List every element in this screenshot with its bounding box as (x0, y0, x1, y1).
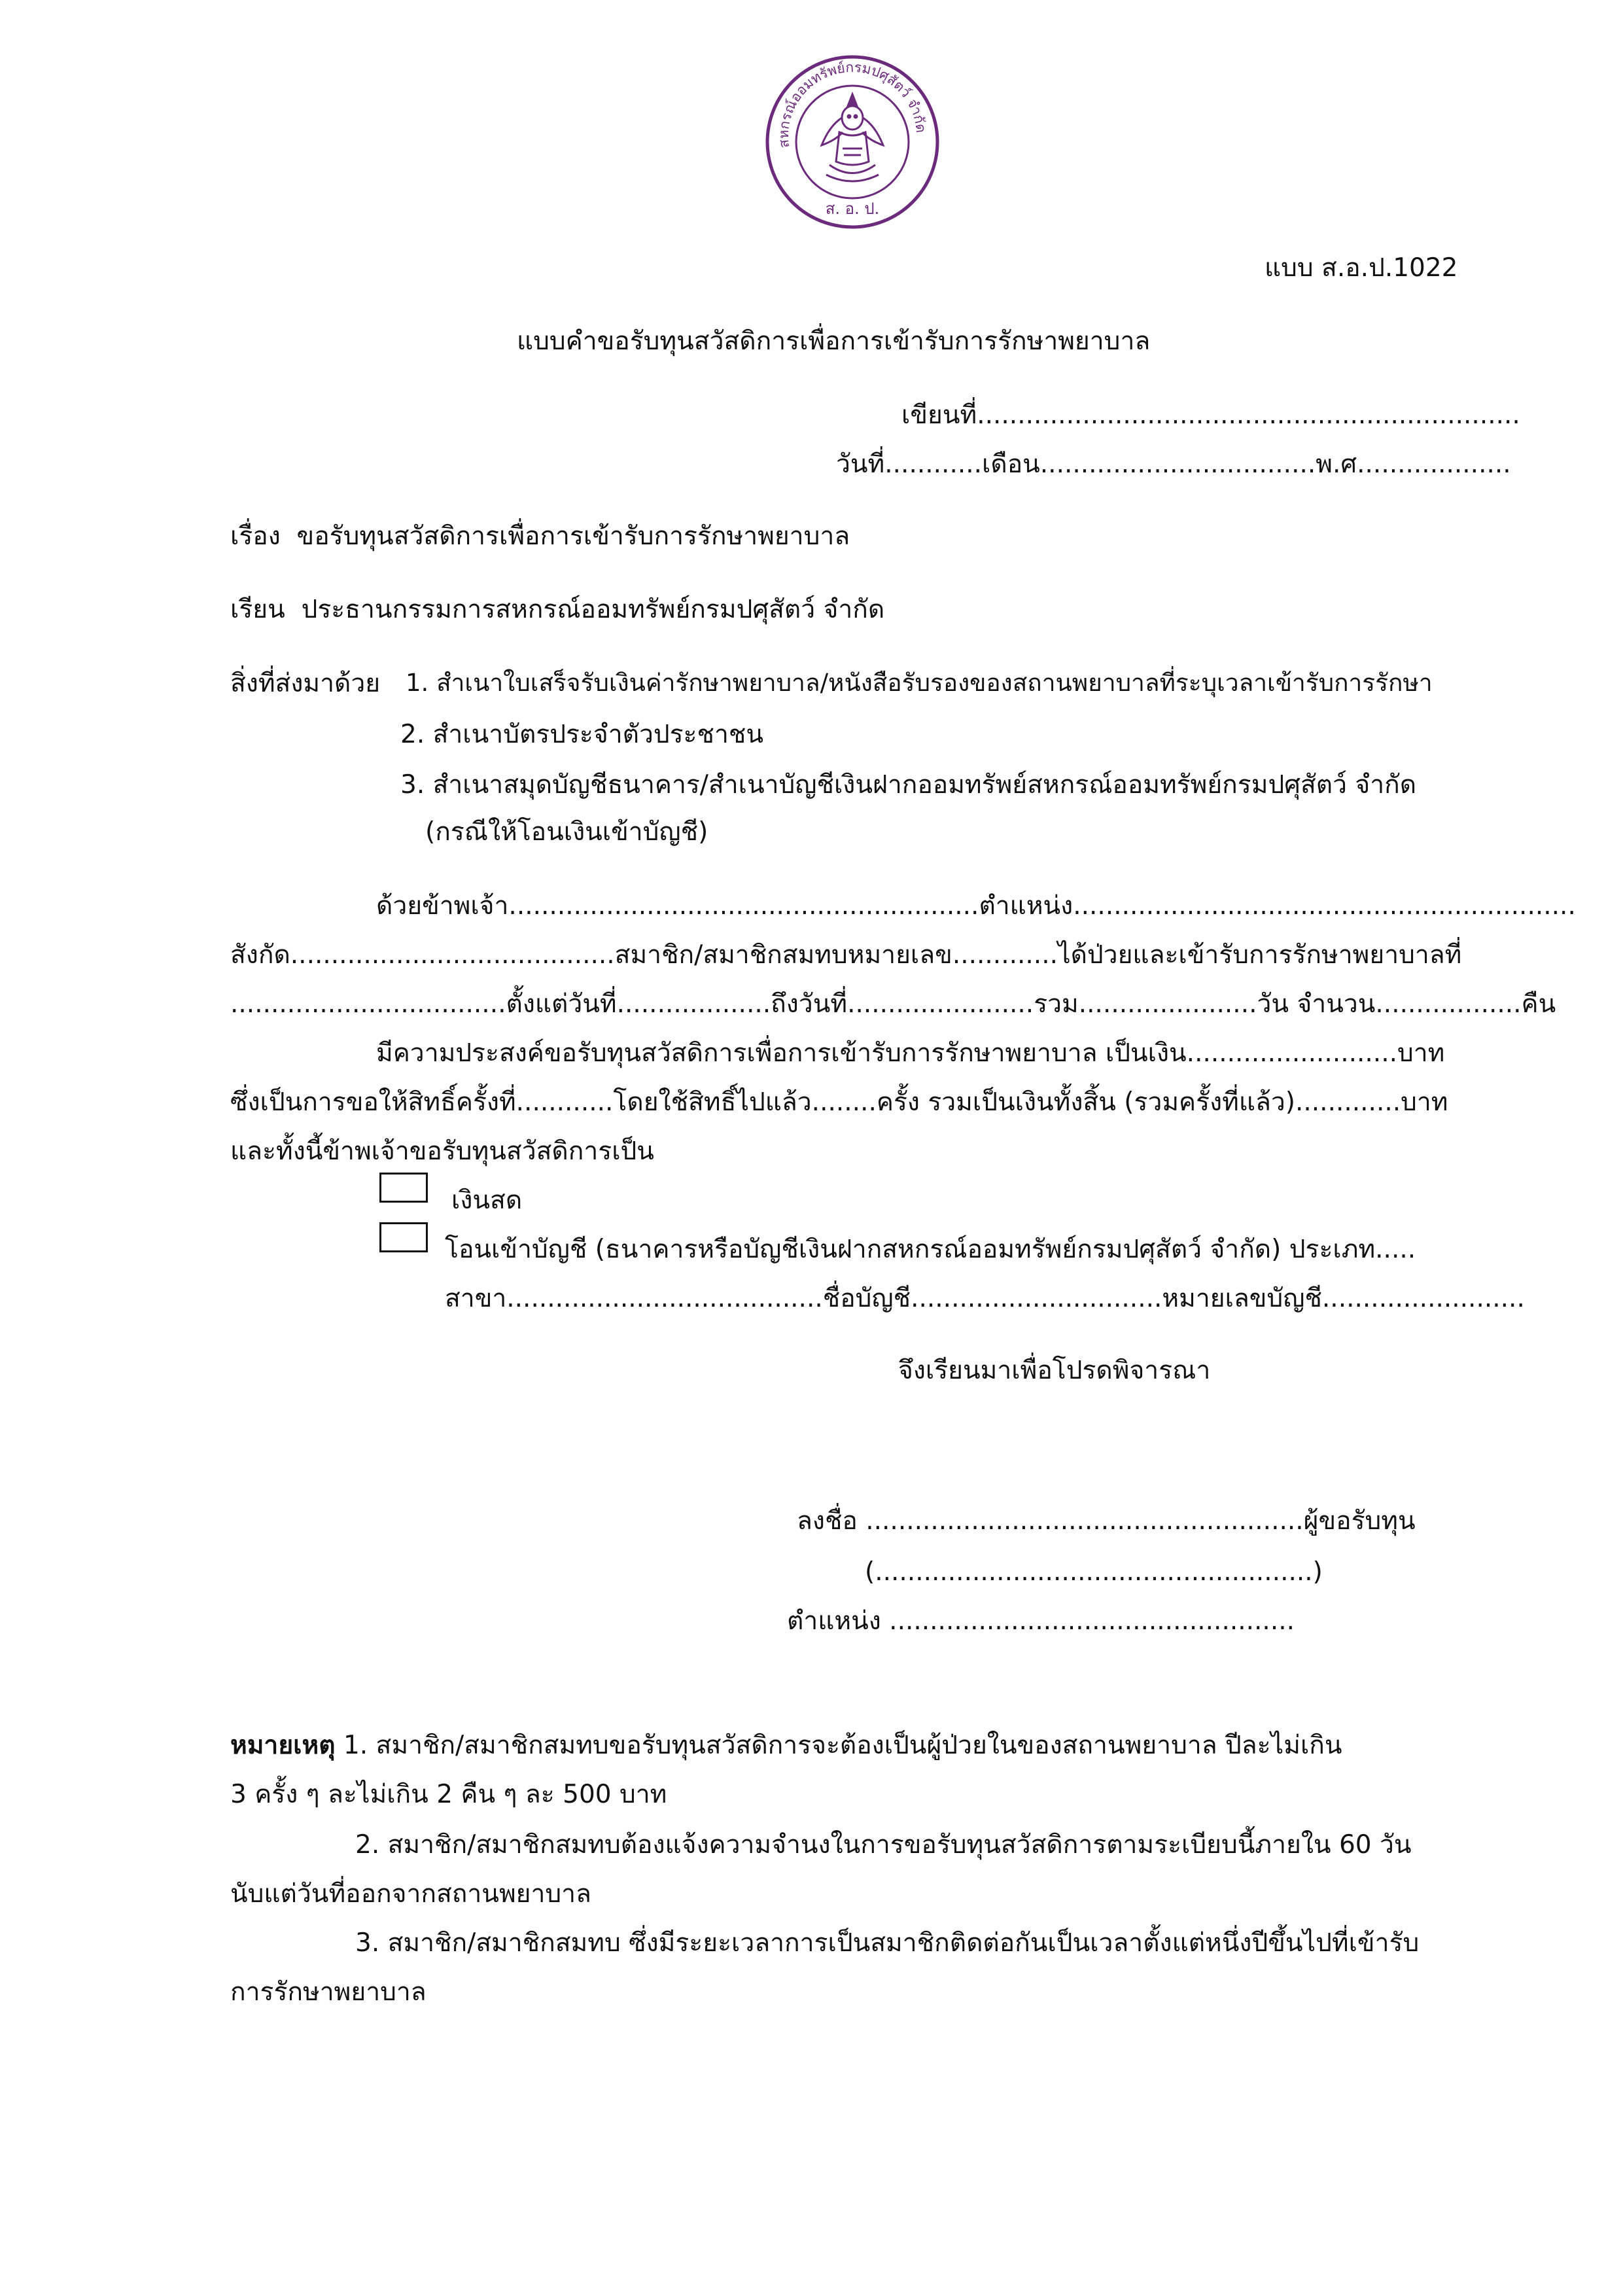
transfer-checkbox[interactable] (379, 1222, 428, 1252)
cash-checkbox[interactable] (379, 1173, 428, 1203)
requested-amount-field[interactable]: มีความประสงค์ขอรับทุนสวัสดิการเพื่อการเข้ารับการรักษาพยาบาล เป็นเงิน..........................บาท (376, 1038, 1445, 1068)
note-2-line-2: นับแต่วันที่ออกจากสถานพยาบาล (230, 1879, 591, 1909)
transfer-label: โอนเข้าบัญชี (ธนาคารหรือบัญชีเงินฝากสหกรณ์ออมทรัพย์กรมปศุสัตว์ จำกัด) ประเภท..... (445, 1235, 1416, 1264)
cash-label: เงินสด (451, 1186, 523, 1215)
affiliation-member-field[interactable]: สังกัด........................................สมาชิก/สมาชิกสมทบหมายเลข.............ได้ป่วยและเข้ารับการรักษาพยาบาลที่ (230, 940, 1462, 970)
written-at-field[interactable]: เขียนที่................................................................... (901, 400, 1520, 430)
previous-claims-field[interactable]: ซึ่งเป็นการขอให้สิทธิ์ครั้งที่............โดยใช้สิทธิ์ไปแล้ว........ครั้ง รวมเป็นเงินทั้งสิ้น (รวมครั้งที่แล้ว).............บาท (230, 1087, 1448, 1117)
form-code: แบบ ส.อ.ป.1022 (1265, 253, 1458, 283)
signer-position-field[interactable]: ตำแหน่ง .................................................. (787, 1606, 1295, 1636)
notes-label: หมายเหตุ (230, 1731, 336, 1760)
subject-line: เรื่อง ขอรับทุนสวัสดิการเพื่อการเข้ารับการรักษาพยาบาล (230, 521, 850, 551)
form-title: แบบคำขอรับทุนสวัสดิการเพื่อการเข้ารับการรักษาพยาบาล (517, 327, 1151, 356)
signature-field[interactable]: ลงชื่อ ......................................................ผู้ขอรับทุน (797, 1506, 1416, 1536)
printed-name-field[interactable]: (......................................................) (865, 1557, 1323, 1587)
date-field[interactable]: วันที่............เดือน..................................พ.ศ................... (836, 450, 1511, 479)
note-2-line-1: 2. สมาชิก/สมาชิกสมทบต้องแจ้งความจำนงในการขอรับทุนสวัสดิการตามระเบียบนี้ภายใน 60 วัน (355, 1830, 1412, 1860)
note-1-text: 1. สมาชิก/สมาชิกสมทบขอรับทุนสวัสดิการจะต้องเป็นผู้ป่วยในของสถานพยาบาล ปีละไม่เกิน (335, 1731, 1342, 1760)
seal-arc-text: สหกรณ์ออมทรัพย์กรมปศุสัตว์ จำกัด (775, 59, 930, 149)
enclosure-item-3-note: (กรณีให้โอนเงินเข้าบัญชี) (425, 817, 708, 847)
addressee-line: เรียน ประธานกรรมการสหกรณ์ออมทรัพย์กรมปศุสัตว์ จำกัด (230, 595, 885, 624)
note-1-line-2: 3 ครั้ง ๆ ละไม่เกิน 2 คืน ๆ ละ 500 บาท (230, 1780, 667, 1809)
enclosures-label: สิ่งที่ส่งมาด้วย (230, 669, 381, 698)
payment-method-intro: และทั้งนี้ข้าพเจ้าขอรับทุนสวัสดิการเป็น (230, 1137, 654, 1166)
seal-abbreviation: ส. อ. ป. (825, 200, 880, 218)
note-3-line-1: 3. สมาชิก/สมาชิกสมทบ ซึ่งมีระยะเวลาการเป็นสมาชิกติดต่อกันเป็นเวลาตั้งแต่หนึ่งปีขึ้นไปที่เข้ารับ (355, 1928, 1420, 1958)
enclosure-item-2: 2. สำเนาบัตรประจำตัวประชาชน (400, 720, 764, 749)
deity-emblem-icon (822, 94, 883, 181)
hospital-dates-field[interactable]: ..................................ตั้งแต่วันที่...................ถึงวันที่.......................รวม......................วัน จำนวน..................คืน (230, 989, 1556, 1019)
enclosure-item-1: 1. สำเนาใบเสร็จรับเงินค่ารักษาพยาบาล/หนังสือรับรองของสถานพยาบาลที่ระบุเวลาเข้ารับการรักษา (406, 669, 1433, 697)
closing-line: จึงเรียนมาเพื่อโปรดพิจารณา (898, 1356, 1211, 1385)
transfer-account-details-field[interactable]: สาขา.......................................ชื่อบัญชี...............................หมายเลขบัญชี......................... (445, 1284, 1525, 1313)
applicant-name-position-field[interactable]: ด้วยข้าพเจ้า..........................................................ตำแหน่ง.............................................................. (376, 891, 1576, 921)
enclosure-item-3: 3. สำเนาสมุดบัญชีธนาคาร/สำเนาบัญชีเงินฝากออมทรัพย์สหกรณ์ออมทรัพย์กรมปศุสัตว์ จำกัด (400, 770, 1417, 800)
note-3-line-2: การรักษาพยาบาล (230, 1977, 427, 2007)
cooperative-seal-logo (764, 54, 941, 230)
note-1-line-1 (230, 1733, 1342, 1758)
